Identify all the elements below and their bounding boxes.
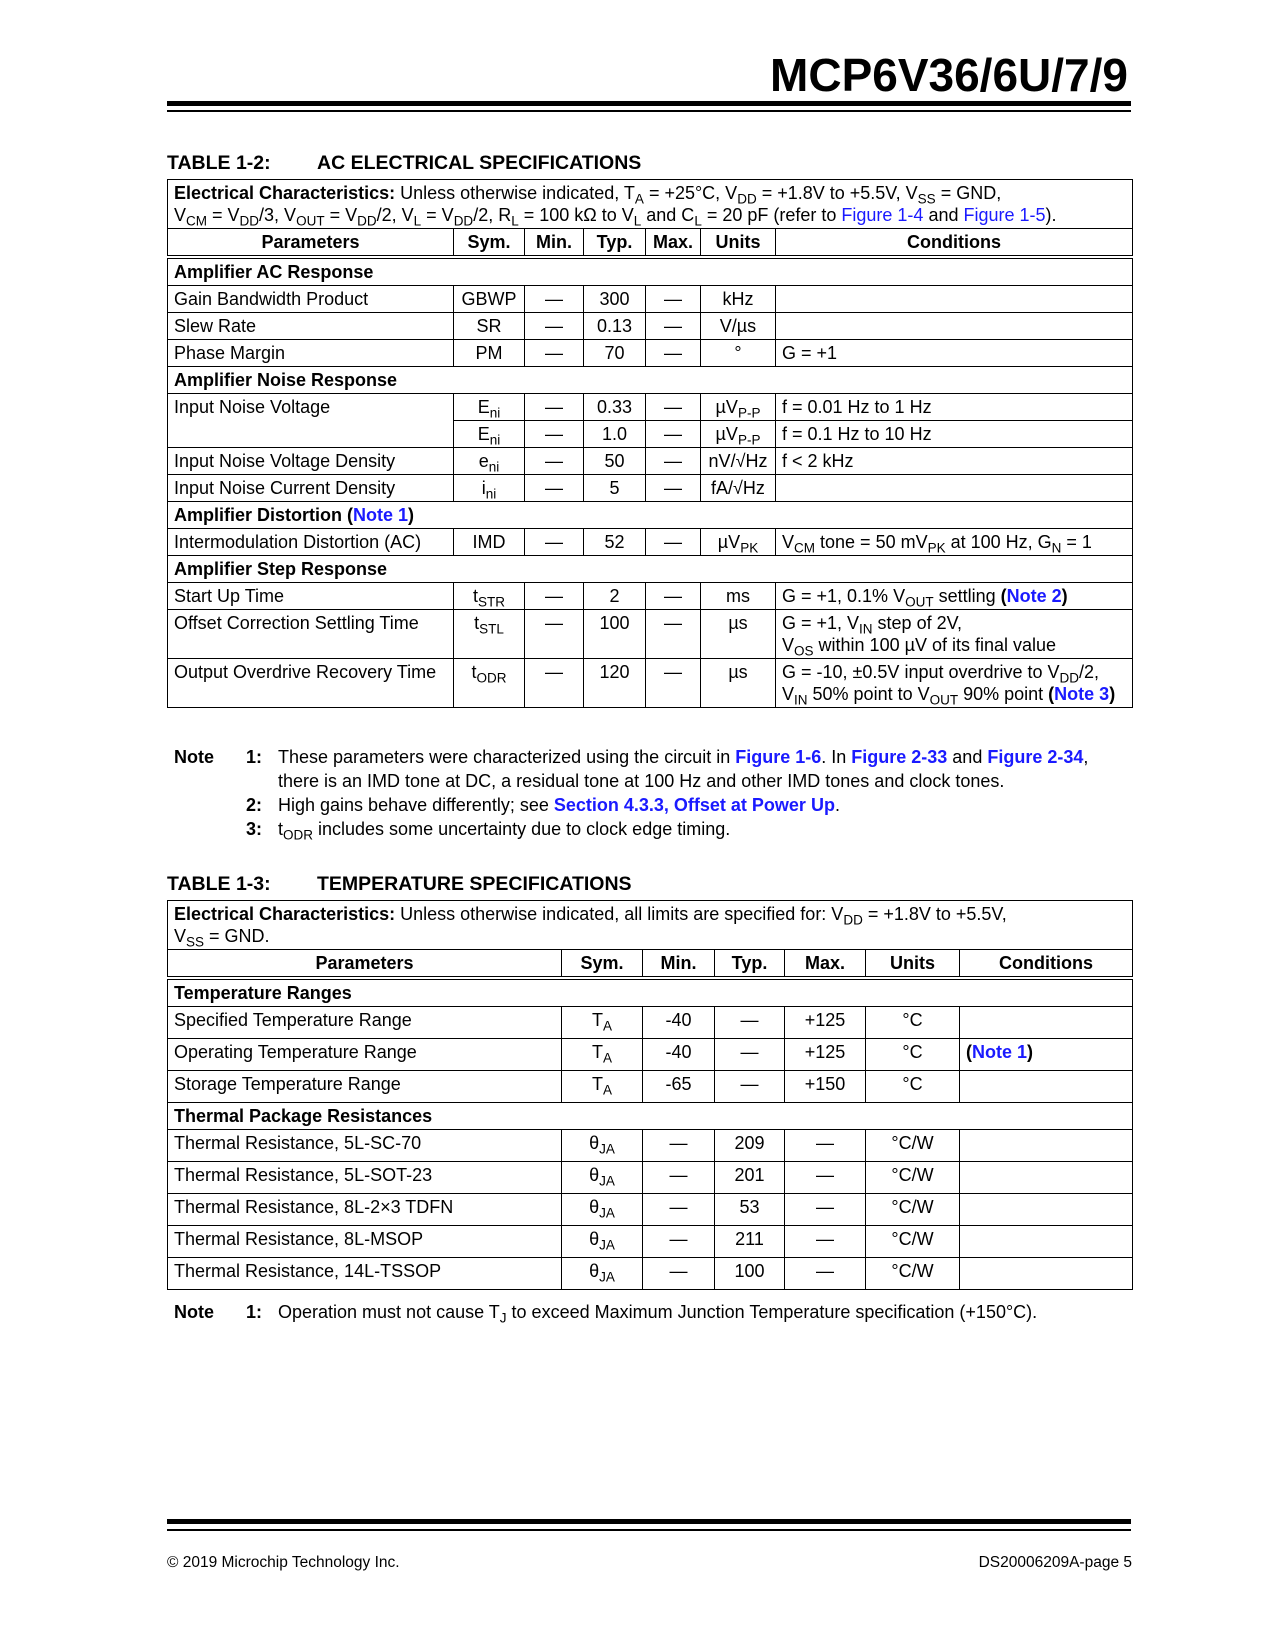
table-number: TABLE 1-2: xyxy=(167,152,271,174)
col-units: Units xyxy=(701,229,776,258)
table-row: Thermal Resistance, 5L-SC-70 $\theta_{JA}$ — 209 — °C/W xyxy=(168,1130,1133,1162)
table-row: Phase Margin PM — 70 — ° G = +1 xyxy=(168,340,1133,367)
col-typ: Typ. xyxy=(715,950,785,979)
col-units: Units xyxy=(866,950,960,979)
figure-1-6-link[interactable]: Figure 1-6 xyxy=(735,747,822,767)
table-title: AC ELECTRICAL SPECIFICATIONS xyxy=(317,152,642,174)
table-row: $E_{ni}$ — 1.0 — µV$_{P-P}$ f = 0.1 Hz to 10 Hz xyxy=(168,421,1133,448)
table-intro-row xyxy=(168,180,1133,229)
col-conditions: Conditions xyxy=(960,950,1133,979)
electrical-characteristics-intro: Electrical Characteristics: Unless otherwise indicated, all limits are specified for: $V_{DD} = +1.8V$ to +5.5V, $V_{SS}$ = GND. xyxy=(168,901,1133,950)
section-4-3-3-link[interactable]: Section 4.3.3, Offset at Power Up xyxy=(553,795,835,815)
table-header-row xyxy=(168,950,1133,979)
table-1-3-caption xyxy=(167,873,632,896)
col-min: Min. xyxy=(525,229,584,258)
table-1-2-caption xyxy=(167,152,641,175)
col-min: Min. xyxy=(643,950,715,979)
table-row: Specified Temperature Range $T_A$ -40 — +125 °C xyxy=(168,1007,1133,1039)
page-number: DS20006209A-page 5 xyxy=(978,1554,1132,1571)
note-item: Note 1: These parameters were characterized using the circuit in Figure 1-6. In Figure 2-33 and Figure 2-34, there is an IMD tone at DC, a residual tone at 100 Hz and other IMD tones and clock tones. xyxy=(174,747,1089,791)
figure-2-34-link[interactable]: Figure 2-34 xyxy=(987,747,1084,767)
copyright: © 2019 Microchip Technology Inc. xyxy=(167,1554,400,1571)
figure-2-33-link[interactable]: Figure 2-33 xyxy=(851,747,948,767)
ac-electrical-specifications-table xyxy=(167,179,1133,708)
section-row: Temperature Ranges xyxy=(168,978,1133,1007)
table-1-3-notes xyxy=(174,1300,1158,1324)
note-2-link[interactable]: Note 2 xyxy=(1006,586,1062,606)
table-row: Start Up Time $t_{STR}$ — 2 — ms G = +1, 0.1% $V_{OUT}$ settling (Note 2) xyxy=(168,583,1133,610)
document-title: MCP6V36/6U/7/9 xyxy=(770,49,1128,101)
table-row: Input Noise Voltage $E_{ni}$ — 0.33 — µV$_{P-P}$ f = 0.01 Hz to 1 Hz xyxy=(168,394,1133,421)
col-sym: Sym. xyxy=(454,229,525,258)
table-row: Input Noise Current Density $i_{ni}$ — 5 — fA/√Hz xyxy=(168,475,1133,502)
note-3-link[interactable]: Note 3 xyxy=(1054,684,1110,704)
table-1-2-notes xyxy=(174,745,1158,841)
table-row: Output Overdrive Recovery Time $t_{ODR}$ — 120 — µs G = -10, ±0.5V input overdrive to $V_{DD}/2$, $V_{IN}$ 50% point to $V_{OUT}$ 90% point (Note 3) xyxy=(168,659,1133,708)
table-header-row xyxy=(168,229,1133,258)
section-row: Thermal Package Resistances xyxy=(168,1103,1133,1130)
electrical-characteristics-intro: Electrical Characteristics: Unless otherwise indicated, $T_A = +25^\circ C$, $V_{DD} = +1.8V$ to +5.5V, $V_{SS}$ = GND, $V_{CM} = V_{DD}/3$, $V_{OUT} = V_{DD}/2$, $V_L = V_{DD}/2$, $R_L = 100$ kΩ to $V_L$ and $C_L = 20$ pF (refer to Figure 1-4 and Figure 1-5). xyxy=(168,180,1133,229)
table-row: Slew Rate SR — 0.13 — V/µs xyxy=(168,313,1133,340)
col-max: Max. xyxy=(785,950,866,979)
table-row: Gain Bandwidth Product GBWP — 300 — kHz xyxy=(168,286,1133,313)
table-title: TEMPERATURE SPECIFICATIONS xyxy=(317,873,632,895)
col-sym: Sym. xyxy=(562,950,643,979)
table-row: Operating Temperature Range $T_A$ -40 — +125 °C (Note 1) xyxy=(168,1039,1133,1071)
col-max: Max. xyxy=(646,229,701,258)
note-item: 2: High gains behave differently; see Section 4.3.3, Offset at Power Up. xyxy=(245,795,840,815)
table-row: Intermodulation Distortion (AC) IMD — 52 — µV$_{PK}$ $V_{CM}$ tone = 50 $mV_{PK}$ at 100 Hz, $G_N = 1$ xyxy=(168,529,1133,556)
note-item: Note 1: Operation must not cause $T_J$ to exceed Maximum Junction Temperature specification (+150°C). xyxy=(174,1302,1038,1326)
table-row: Thermal Resistance, 8L-2×3 TDFN $\theta_{JA}$ — 53 — °C/W xyxy=(168,1194,1133,1226)
table-row: Offset Correction Settling Time $t_{STL}$ — 100 — µs G = +1, $V_{IN}$ step of 2V, $V_{OS}$ within 100 µV of its final value xyxy=(168,610,1133,659)
table-row: Input Noise Voltage Density $e_{ni}$ — 50 — nV/√Hz f < 2 kHz xyxy=(168,448,1133,475)
footer-rule-thin xyxy=(167,1529,1131,1531)
col-conditions: Conditions xyxy=(776,229,1133,258)
table-intro-row xyxy=(168,901,1133,950)
figure-1-5-link[interactable]: Figure 1-5 xyxy=(963,205,1046,225)
figure-1-4-link[interactable]: Figure 1-4 xyxy=(841,205,924,225)
temperature-specifications-table xyxy=(167,900,1133,1290)
section-row: Amplifier Step Response xyxy=(168,556,1133,583)
footer-rule-thick xyxy=(167,1519,1131,1524)
table-row: Thermal Resistance, 14L-TSSOP $\theta_{JA}$ — 100 — °C/W xyxy=(168,1258,1133,1290)
header-rule-thin xyxy=(167,110,1131,112)
note-item: 3: $t_{ODR}$ includes some uncertainty due to clock edge timing. xyxy=(245,819,731,843)
section-row: Amplifier AC Response xyxy=(168,257,1133,286)
table-row: Thermal Resistance, 5L-SOT-23 $\theta_{JA}$ — 201 — °C/W xyxy=(168,1162,1133,1194)
table-row: Thermal Resistance, 8L-MSOP $\theta_{JA}$ — 211 — °C/W xyxy=(168,1226,1133,1258)
header-rule-thick xyxy=(167,101,1131,106)
col-typ: Typ. xyxy=(584,229,646,258)
table-number: TABLE 1-3: xyxy=(167,873,271,895)
section-row: Amplifier Distortion (Note 1) xyxy=(168,502,1133,529)
note-1-link[interactable]: Note 1 xyxy=(353,505,409,525)
col-parameters: Parameters xyxy=(168,950,562,979)
section-row: Amplifier Noise Response xyxy=(168,367,1133,394)
table-row: Storage Temperature Range $T_A$ -65 — +150 °C xyxy=(168,1071,1133,1103)
note-1-link[interactable]: Note 1 xyxy=(972,1042,1028,1062)
col-parameters: Parameters xyxy=(168,229,454,258)
